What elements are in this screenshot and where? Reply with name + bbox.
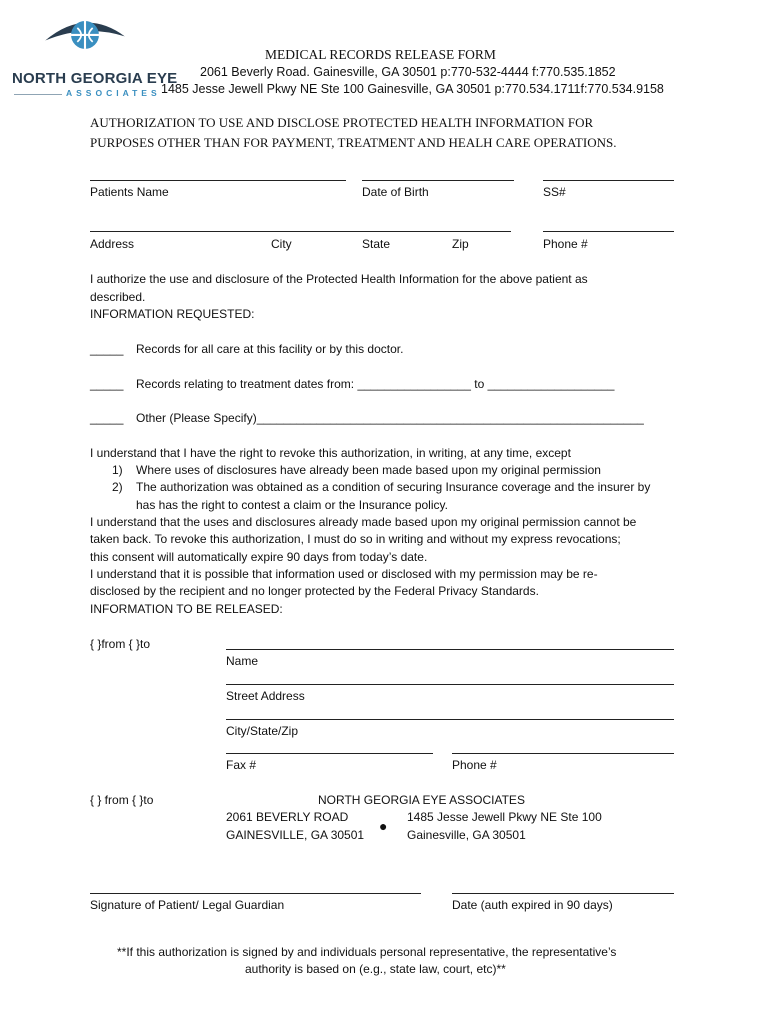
release-2-direction[interactable]: { } from { }to: [90, 793, 154, 807]
release-1-name-label: Name: [226, 654, 259, 668]
date-label: Date (auth expired in 90 days): [452, 898, 613, 912]
signature-label: Signature of Patient/ Legal Guardian: [90, 898, 285, 912]
release-1-name-field[interactable]: [226, 649, 674, 650]
revoke-p2-line-1: I understand that the uses and disclosures already made based upon my original permission cannot be: [90, 515, 637, 529]
authorization-heading-line-2: PURPOSES OTHER THAN FOR PAYMENT, TREATMENT AND HEALH CARE OPERATIONS.: [90, 135, 617, 150]
revoke-item-2-cont: has has the right to contest a claim or the Insurance policy.: [136, 498, 448, 512]
release-1-fax-label: Fax #: [226, 758, 257, 772]
revoke-p2-line-3: this consent will automatically expire 90 days from today’s date.: [90, 550, 428, 564]
release-1-phone-label: Phone #: [452, 758, 497, 772]
logo-rule: [14, 94, 62, 95]
option-dates-checkbox[interactable]: _____: [90, 377, 124, 391]
release-2-loc2-line-1: 1485 Jesse Jewell Pkwy NE Ste 100: [407, 810, 602, 824]
revoke-p3-line-2: disclosed by the recipient and no longer protected by the Federal Privacy Standards.: [90, 584, 539, 598]
phone-field[interactable]: [543, 231, 674, 232]
release-1-fax-field[interactable]: [226, 753, 433, 754]
revoke-p3-line-1: I understand that it is possible that information used or disclosed with my permission may be re-: [90, 567, 598, 581]
address-field[interactable]: [90, 231, 511, 232]
zip-label: Zip: [452, 237, 469, 251]
dates-to-field[interactable]: ___________________: [487, 377, 615, 391]
eye-logo-icon: [10, 14, 160, 74]
revoke-intro: I understand that I have the right to revoke this authorization, in writing, at any time, except: [90, 446, 571, 460]
release-1-phone-field[interactable]: [452, 753, 674, 754]
patients-name-field[interactable]: [90, 180, 346, 181]
option-all-care-label: Records for all care at this facility or by this doctor.: [136, 342, 404, 356]
release-2-loc2-line-2: Gainesville, GA 30501: [407, 828, 526, 842]
release-1-street-label: Street Address: [226, 689, 305, 703]
release-2-org: NORTH GEORGIA EYE ASSOCIATES: [318, 793, 525, 807]
bullet-icon: ●: [379, 818, 388, 834]
revoke-p2-line-2: taken back. To revoke this authorization, I must do so in writing and without my express revocations;: [90, 532, 621, 546]
dob-field[interactable]: [362, 180, 514, 181]
logo-subtitle: ASSOCIATES: [66, 88, 161, 98]
release-1-street-field[interactable]: [226, 684, 674, 685]
option-dates-prefix: Records relating to treatment dates from:: [136, 377, 355, 391]
header-address-1: 2061 Beverly Road. Gainesville, GA 30501 p:770-532-4444 f:770.535.1852: [200, 65, 616, 79]
option-other-checkbox[interactable]: _____: [90, 411, 124, 425]
state-label: State: [362, 237, 391, 251]
footnote-line-1: **If this authorization is signed by and individuals personal representative, the representative’s: [117, 945, 617, 959]
address-label: Address: [90, 237, 135, 251]
date-field[interactable]: [452, 893, 674, 894]
patients-name-label: Patients Name: [90, 185, 169, 199]
release-1-direction[interactable]: { }from { }to: [90, 637, 151, 651]
dates-from-field[interactable]: _________________: [357, 377, 471, 391]
information-released-heading: INFORMATION TO BE RELEASED:: [90, 602, 283, 616]
authorize-line-2: described.: [90, 290, 146, 304]
ssn-field[interactable]: [543, 180, 674, 181]
signature-field[interactable]: [90, 893, 421, 894]
form-title: MEDICAL RECORDS RELEASE FORM: [265, 47, 496, 62]
dates-to-word: to: [474, 377, 485, 391]
information-requested-heading: INFORMATION REQUESTED:: [90, 307, 255, 321]
revoke-item-1-num: 1): [112, 463, 123, 477]
option-all-care-checkbox[interactable]: _____: [90, 342, 124, 356]
header-address-2: 1485 Jesse Jewell Pkwy NE Ste 100 Gainesville, GA 30501 p:770.534.1711f:770.534.9158: [161, 82, 664, 96]
revoke-item-2-num: 2): [112, 480, 123, 494]
option-other-label[interactable]: Other (Please Specify)__________________________________________________________: [136, 411, 644, 425]
release-1-city-field[interactable]: [226, 719, 674, 720]
city-label: City: [271, 237, 292, 251]
release-2-loc1-line-1: 2061 BEVERLY ROAD: [226, 810, 349, 824]
authorization-heading-line-1: AUTHORIZATION TO USE AND DISCLOSE PROTECTED HEALTH INFORMATION FOR: [90, 115, 594, 130]
option-dates-label: [136, 377, 614, 391]
release-2-loc1-line-2: GAINESVILLE, GA 30501: [226, 828, 365, 842]
revoke-item-1-text: Where uses of disclosures have already been made based upon my original permission: [136, 463, 601, 477]
authorize-line-1: I authorize the use and disclosure of the Protected Health Information for the above patient as: [90, 272, 588, 286]
phone-label: Phone #: [543, 237, 588, 251]
logo-name: NORTH GEORGIA EYE: [12, 70, 178, 87]
release-1-city-label: City/State/Zip: [226, 724, 299, 738]
revoke-item-2-text: The authorization was obtained as a condition of securing Insurance coverage and the insurer by: [136, 480, 651, 494]
dob-label: Date of Birth: [362, 185, 429, 199]
footnote-line-2: authority is based on (e.g., state law, court, etc)**: [245, 962, 506, 976]
ssn-label: SS#: [543, 185, 566, 199]
